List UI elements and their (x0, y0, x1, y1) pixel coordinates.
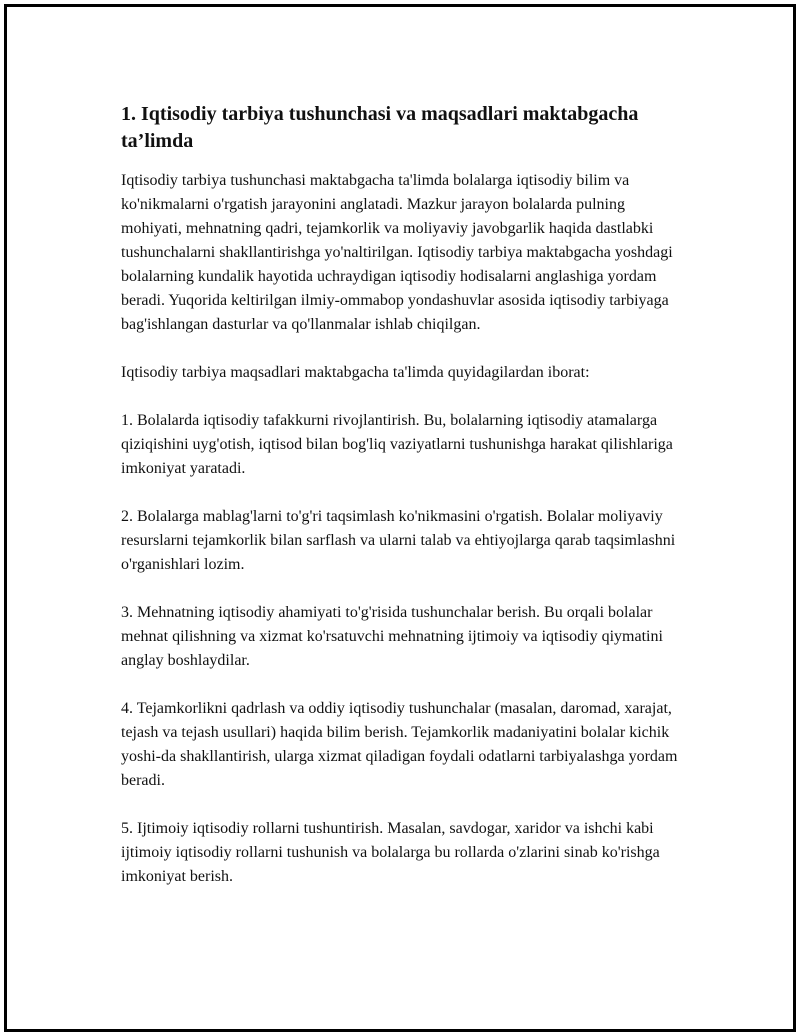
document-title: 1. Iqtisodiy tarbiya tushunchasi va maqsadlari maktabgacha ta’limda (121, 103, 639, 152)
intro-paragraph: Iqtisodiy tarbiya tushunchasi maktabgacha ta'limda bolalarga iqtisodiy bilim va ko'nikmalarni o'rgatish jarayonini anglatadi. Mazkur jarayon bolalarda pulning mohiyati, mehnatning qadri, tejamkorlik va moliyaviy javobgarlik haqida dastlabki tushunchalarni shakllantirishga yo'naltirilgan. Iqtisodiy tarbiya maktabgacha yoshdagi bolalarning kundalik hayotida uchraydigan iqtisodiy hodisalarni anglashiga yordam beradi. Yuqorida keltirilgan ilmiy-ommabop yondashuvlar asosida iqtisodiy tarbiyaga bag'ishlangan dasturlar va qo'llanmalar ishlab chiqilgan. (121, 172, 673, 333)
page-frame (4, 4, 796, 1032)
goal-item-5: 5. Ijtimoiy iqtisodiy rollarni tushuntirish. Masalan, savdogar, xaridor va ishchi kabi ijtimoiy iqtisodiy rollarni tushunish va bolalarga bu rollarda o'zlarini sinab ko'rishga imkoniyat berish. (121, 820, 660, 885)
goal-item-2: 2. Bolalarga mablag'larni to'g'ri taqsimlash ko'nikmasini o'rgatish. Bolalar moliyaviy resurslarni tejamkorlik bilan sarflash va ularni talab va ehtiyojlarga qarab taqsimlashni o'rganishlari lozim. (121, 508, 676, 573)
goal-item-3: 3. Mehnatning iqtisodiy ahamiyati to'g'risida tushunchalar berish. Bu orqali bolalar mehnat qilishning va xizmat ko'rsatuvchi mehnatning ijtimoiy va iqtisodiy qiymatini anglay boshlaydilar. (121, 604, 663, 669)
goal-item-1: 1. Bolalarda iqtisodiy tafakkurni rivojlantirish. Bu, bolalarning iqtisodiy atamalarga qiziqishini uyg'otish, iqtisod bilan bog'liq vaziyatlarni tushunishga harakat qilishlariga imkoniyat yaratadi. (121, 412, 673, 477)
document-body (121, 101, 681, 913)
goals-lead-paragraph: Iqtisodiy tarbiya maqsadlari maktabgacha ta'limda quyidagilardan iborat: (121, 364, 590, 381)
goal-item-4: 4. Tejamkorlikni qadrlash va oddiy iqtisodiy tushunchalar (masalan, daromad, xarajat, tejash va tejash usullari) haqida bilim berish. Tejamkorlik madaniyatini bolalar kichik yoshi-da shakllantirish, ularga xizmat qiladigan foydali odatlarni tarbiyalashga yordam beradi. (121, 700, 678, 789)
